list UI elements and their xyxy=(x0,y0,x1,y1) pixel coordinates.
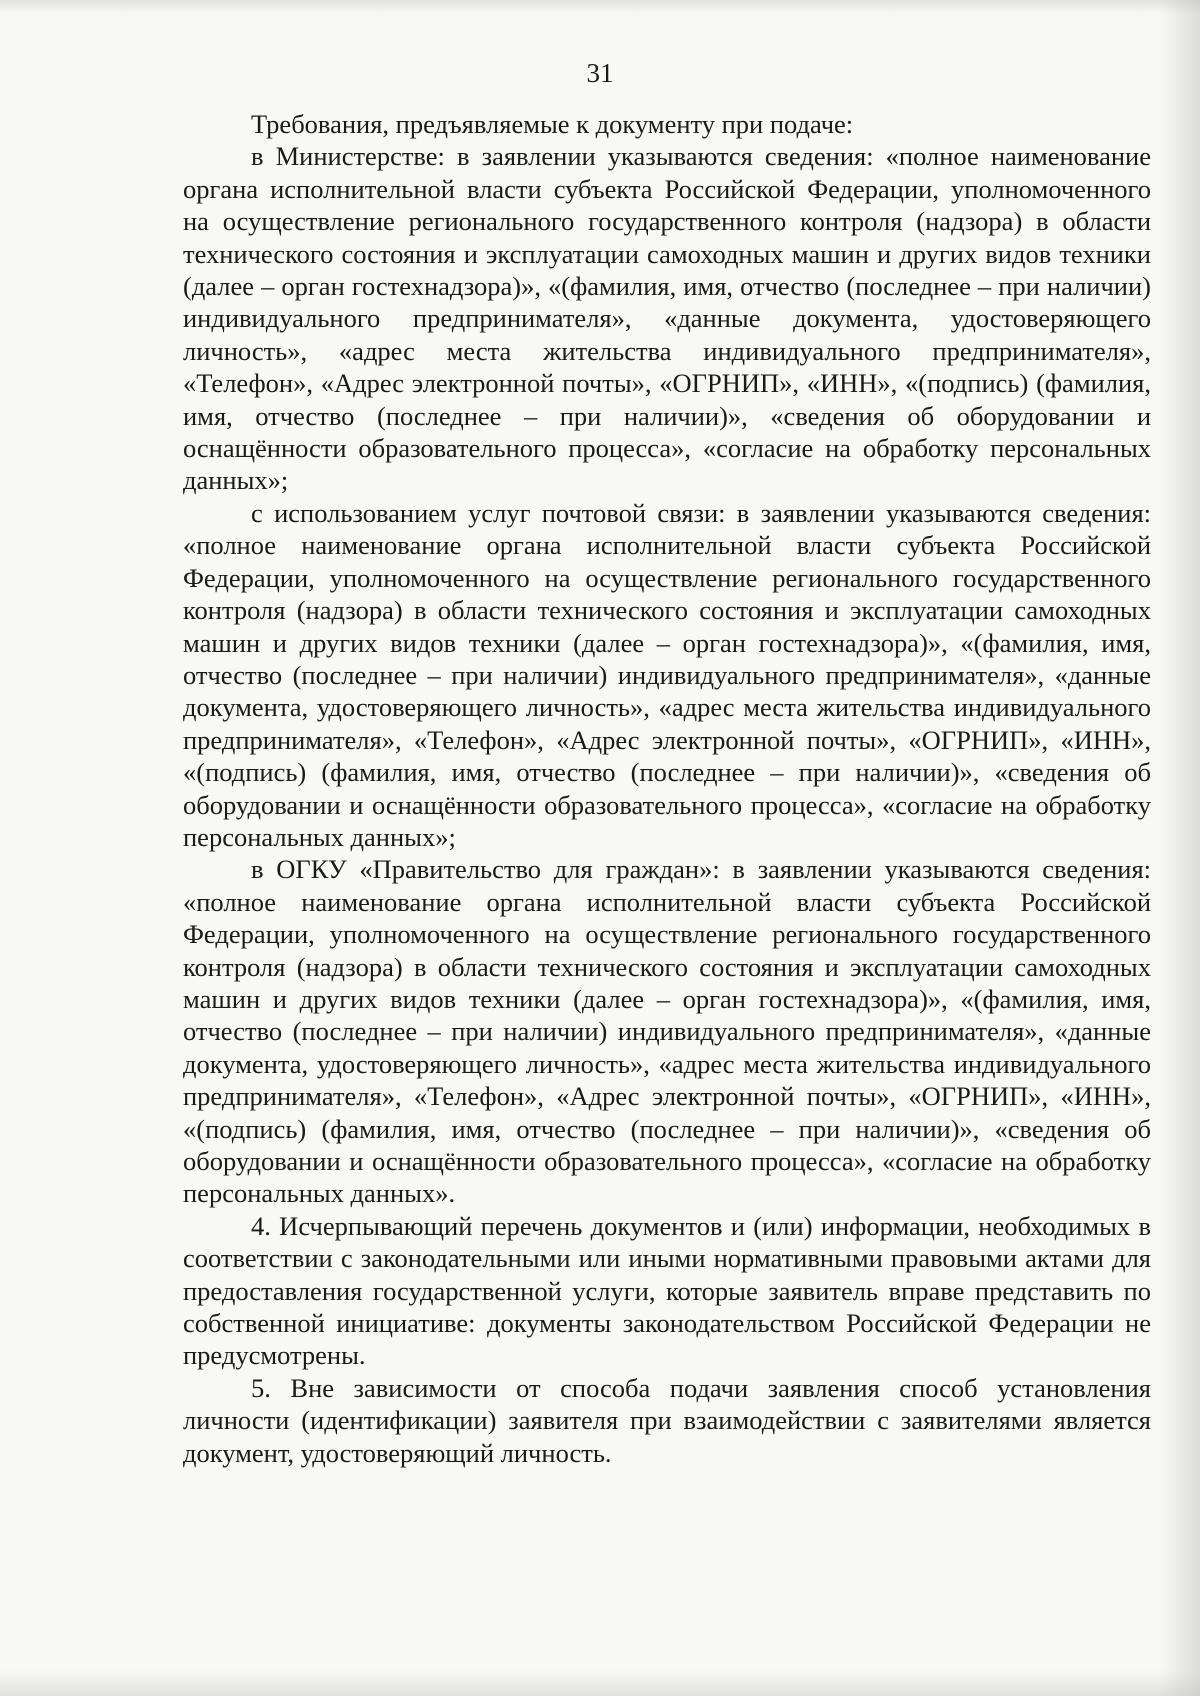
document-body xyxy=(183,108,1151,1469)
paragraph-ogku: в ОГКУ «Правительство для граждан»: в заявлении указываются сведения: «полное наименование органа исполнительной власти субъекта Российской Федерации, уполномоченного на осуществление регионального государственного контроля (надзора) в области технического состояния и эксплуатации самоходных машин и других видов техники (далее – орган гостехнадзора)», «(фамилия, имя, отчество (последнее – при наличии) индивидуального предпринимателя», «данные документа, удостоверяющего личность», «адрес места жительства индивидуального предпринимателя», «Телефон», «Адрес электронной почты», «ОГРНИП», «ИНН», «(подпись) (фамилия, имя, отчество (последнее – при наличии)», «сведения об оборудовании и оснащённости образовательного процесса», «согласие на обработку персональных данных». xyxy=(183,854,1151,1209)
paragraph-item-5: 5. Вне зависимости от способа подачи заявления способ установления личности (идентификации) заявителя при взаимодействии с заявителями является документ, удостоверяющий личность. xyxy=(183,1372,1151,1468)
scan-top-edge xyxy=(0,0,1200,14)
page-number: 31 xyxy=(586,58,614,88)
paragraph-postal: с использованием услуг почтовой связи: в заявлении указываются сведения: «полное наименование органа исполнительной власти субъекта Российской Федерации, уполномоченного на осуществление регионального государственного контроля (надзора) в области технического состояния и эксплуатации самоходных машин и других видов техники (далее – орган гостехнадзора)», «(фамилия, имя, отчество (последнее – при наличии) индивидуального предпринимателя», «данные документа, удостоверяющего личность», «адрес места жительства индивидуального предпринимателя», «Телефон», «Адрес электронной почты», «ОГРНИП», «ИНН», «(подпись) (фамилия, имя, отчество (последнее – при наличии)», «сведения об оборудовании и оснащённости образовательного процесса», «согласие на обработку персональных данных»; xyxy=(183,497,1151,852)
scan-right-edge xyxy=(1160,0,1200,1696)
paragraph-item-4: 4. Исчерпывающий перечень документов и (или) информации, необходимых в соответствии с законодательными или иными нормативными правовыми актами для предоставления государственной услуги, которые заявитель вправе представить по собственной инициативе: документы законодательством Российской Федерации не предусмотрены. xyxy=(183,1210,1151,1371)
scan-bottom-edge xyxy=(0,1670,1200,1696)
paragraph-requirements-intro: Требования, предъявляемые к документу при подаче: xyxy=(251,109,854,139)
paragraph-ministry: в Министерстве: в заявлении указываются сведения: «полное наименование органа исполнительной власти субъекта Российской Федерации, уполномоченного на осуществление регионального государственного контроля (надзора) в области технического состояния и эксплуатации самоходных машин и других видов техники (далее – орган гостехнадзора)», «(фамилия, имя, отчество (последнее – при наличии) индивидуального предпринимателя», «данные документа, удостоверяющего личность», «адрес места жительства индивидуального предпринимателя», «Телефон», «Адрес электронной почты», «ОГРНИП», «ИНН», «(подпись) (фамилия, имя, отчество (последнее – при наличии)», «сведения об оборудовании и оснащённости образовательного процесса», «согласие на обработку персональных данных»; xyxy=(183,141,1151,496)
